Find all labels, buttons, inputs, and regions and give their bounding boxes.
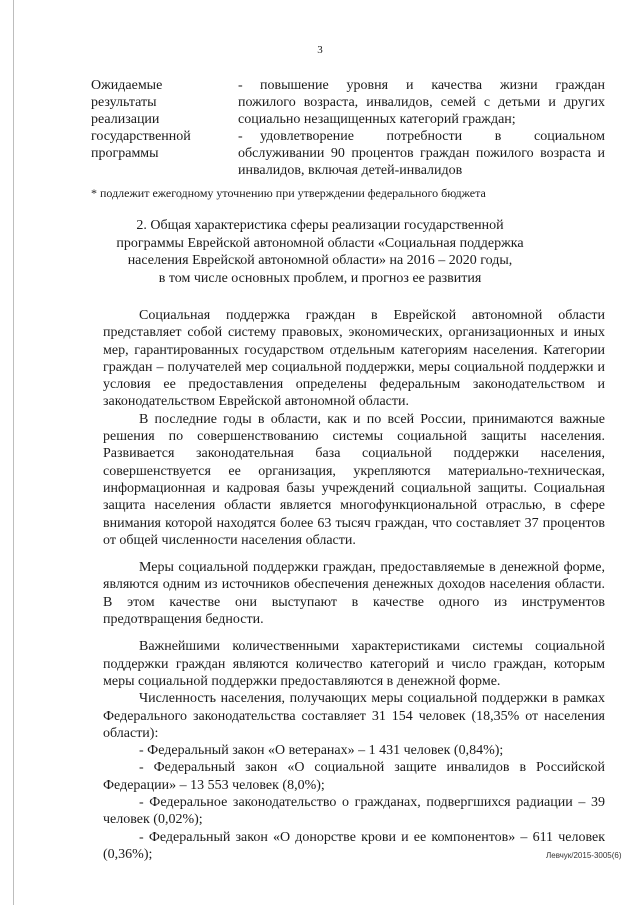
list-dash: - xyxy=(238,78,243,93)
label-line: программы xyxy=(91,146,159,161)
item-text-rest: обслуживании 90 процентов граждан пожилого возраста и инвалидов, включая детей-инвалидов xyxy=(238,146,605,178)
list-item: - Федеральный закон «О ветеранах» – 1 431 человек (0,84%); xyxy=(139,743,504,759)
expected-result-item xyxy=(238,128,605,179)
paragraph: Важнейшими количественными характеристиками системы социальной поддержки граждан являются количество категорий и число граждан, которым меры социальной поддержки предоставляются в денежной форме. xyxy=(103,639,605,689)
section-body xyxy=(103,307,605,863)
label-line: результаты xyxy=(91,95,157,110)
list-item: - Федеральное законодательство о гражданах, подвергшихся радиации – 39 человек (0,02%); xyxy=(103,795,605,828)
list-dash: - xyxy=(238,129,243,144)
item-text-first-line: удовлетворение потребности в социальном xyxy=(260,129,605,144)
section-title xyxy=(100,217,540,287)
paragraph: Численность населения, получающих меры социальной поддержки в рамках Федерального законодательства составляет 31 154 человек (18,35% от населения области): xyxy=(103,691,605,741)
section-title-line: в том числе основных проблем, и прогноз ее развития xyxy=(158,270,482,286)
item-text-first-line: повышение уровня и качества жизни граждан xyxy=(260,78,605,93)
list-item: - Федеральный закон «О донорстве крови и ее компонентов» – 611 человек (0,36%); xyxy=(103,829,605,862)
paragraph: В последние годы в области, как и по всей России, принимаются важные решения по совершенствованию системы социальной защиты населения. Развивается законодательная база социальной поддержки населения, совершенствуется ее организация, укрепляются материально-техническая, информационная и кадровая базы учреждений социальной защиты. Социальная защита населения области является многофункциональной отраслью, в сфере внимания которой находятся более 63 тысяч граждан, что составляет 37 процентов от общей численности населения области. xyxy=(103,411,605,548)
footnote: * подлежит ежегодному уточнению при утверждении федерального бюджета xyxy=(91,186,486,200)
passport-row-values xyxy=(238,77,605,179)
section-title-line: 2. Общая характеристика сферы реализации государственной xyxy=(136,218,504,233)
item-text-rest: пожилого возраста, инвалидов, семей с детьми и других социально незащищенных категорий граждан; xyxy=(238,95,605,127)
document-code: Левчук/2015-3005(6) xyxy=(546,851,622,860)
page-number: 3 xyxy=(317,44,323,56)
paragraph: Социальная поддержка граждан в Еврейской автономной области представляет собой систему правовых, экономических, организационных и иных мер, гарантированных государством отдельным категориям населения. Категории граждан – получателей мер социальной поддержки, меры социальной поддержки и условия ее предоставления определены федеральным законодательством и законодательством Еврейской автономной области. xyxy=(103,308,605,410)
page-edge-line xyxy=(13,0,14,905)
label-line: Ожидаемые xyxy=(91,78,163,93)
section-title-line: программы Еврейской автономной области «Социальная поддержка xyxy=(116,235,524,251)
section-title-line: населения Еврейской автономной области» на 2016 – 2020 годы, xyxy=(127,253,513,268)
expected-result-item xyxy=(238,77,605,128)
passport-row-label xyxy=(91,77,231,162)
paragraph: Меры социальной поддержки граждан, предоставляемые в денежной форме, являются одним из источников обеспечения денежных доходов населения области. В этом качестве они выступают в качестве одного из инструментов предотвращения бедности. xyxy=(103,560,605,628)
list-item: - Федеральный закон «О социальной защите инвалидов в Российской Федерации» – 13 553 человек (8,0%); xyxy=(103,760,605,793)
label-line: государственной xyxy=(91,129,191,144)
label-line: реализации xyxy=(91,112,160,127)
